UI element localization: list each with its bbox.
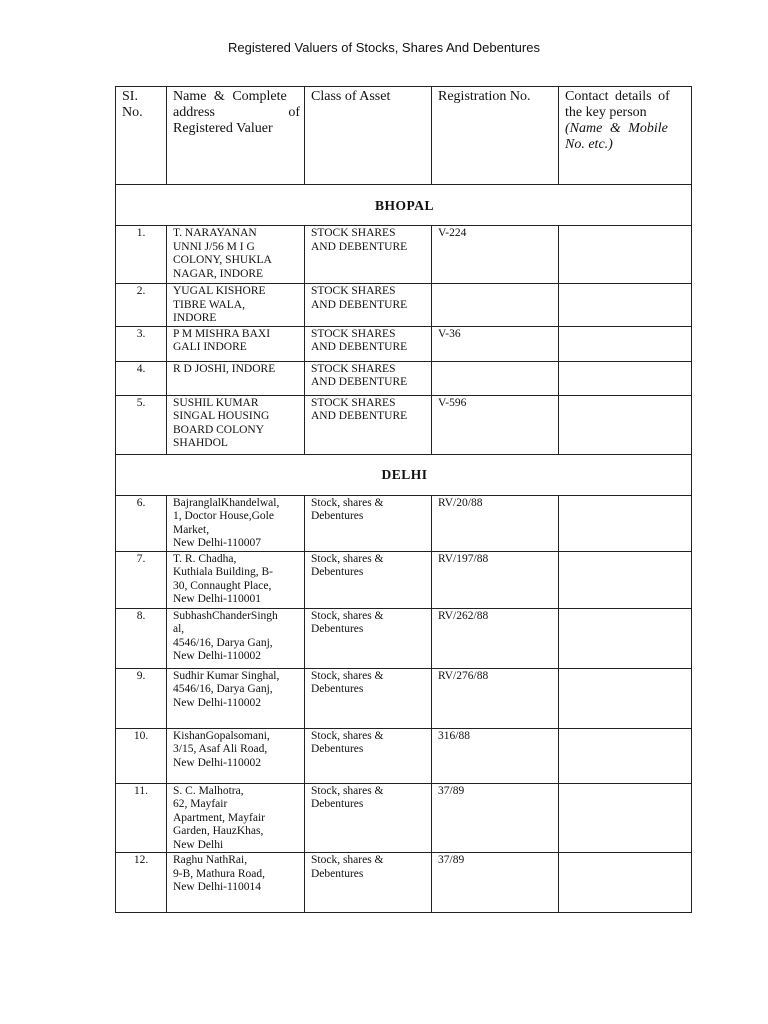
header-class-of-asset: Class of Asset [305,87,432,185]
name-line: New Delhi-110002 [173,650,262,662]
name-line: Raghu NathRai, [173,854,248,866]
name-line: New Delhi-110001 [173,593,262,605]
name-line: NAGAR, INDORE [173,267,264,280]
name-line: Apartment, Mayfair [173,811,265,824]
asset-line: STOCK SHARES [311,396,396,409]
name-line: New Delhi-110007 [173,537,262,549]
table-row [116,495,692,551]
asset-line: Debentures [311,510,364,522]
table-row [116,284,692,327]
header-name-word: of [288,105,300,120]
name-line: Market, [173,523,210,536]
name-line: 4546/16, Darya Ganj, [173,636,273,649]
name-line: 62, Mayfair [173,798,228,810]
name-line: New Delhi-110002 [173,756,262,769]
asset-line: Stock, shares & [311,609,384,622]
cell-contact-details [559,608,692,668]
table-row [116,395,692,454]
name-line: P M MISHRA BAXI [173,327,271,340]
name-line: 1, Doctor House,Gole [173,510,274,522]
cell-sl-no: 2. [116,284,167,327]
cell-registration-no: V-224 [432,226,559,284]
cell-registration-no: V-36 [432,326,559,361]
cell-contact-details [559,551,692,608]
cell-class-of-asset [305,226,432,284]
cell-name-address [167,608,305,668]
asset-line: Stock, shares & [311,669,384,682]
cell-name-address [167,226,305,284]
name-line: SHAHDOL [173,437,228,449]
name-line: 9-B, Mathura Road, [173,867,265,880]
cell-class-of-asset [305,668,432,728]
name-line: T. NARAYANAN [173,227,257,239]
cell-sl-no: 3. [116,326,167,361]
asset-line: Debentures [311,683,364,695]
cell-name-address [167,361,305,395]
asset-line: AND DEBENTURE [311,410,408,422]
cell-class-of-asset [305,728,432,783]
name-line: Garden, HauzKhas, [173,825,264,837]
name-line: 4546/16, Darya Ganj, [173,683,273,695]
asset-line: Stock, shares & [311,784,384,797]
cell-name-address [167,551,305,608]
table-row [116,226,692,284]
cell-registration-no [432,361,559,395]
asset-line: AND DEBENTURE [311,298,408,311]
table-row [116,668,692,728]
cell-sl-no: 1. [116,226,167,284]
cell-registration-no: RV/276/88 [432,668,559,728]
cell-registration-no [432,284,559,327]
name-line: Kuthiala Building, B- [173,566,273,578]
cell-contact-details [559,226,692,284]
cell-class-of-asset [305,361,432,395]
header-name-line-2 [173,105,300,121]
asset-line: Debentures [311,743,364,755]
asset-line: AND DEBENTURE [311,240,408,253]
cell-sl-no: 10. [116,728,167,783]
cell-contact-details [559,395,692,454]
cell-name-address [167,783,305,853]
name-line: BajranglalKhandelwal, [173,496,280,509]
cell-name-address [167,395,305,454]
table-row [116,853,692,913]
header-contact-details: Contact details of the key person (Name & Mobile No. etc.) [559,87,692,185]
document-title: Registered Valuers of Stocks, Shares And Debentures [228,40,540,55]
name-line: GALI INDORE [173,341,247,353]
asset-line: Debentures [311,867,364,880]
name-line: TIBRE WALA, [173,298,245,311]
cell-registration-no: 316/88 [432,728,559,783]
name-line: COLONY, SHUKLA [173,254,272,266]
asset-line: AND DEBENTURE [311,376,408,388]
name-line: SubhashChanderSingh [173,609,278,622]
name-line: YUGAL KISHORE [173,285,266,297]
table-row [116,728,692,783]
cell-sl-no: 8. [116,608,167,668]
section-heading: BHOPAL [116,185,692,226]
section-row [116,454,692,495]
cell-contact-details [559,783,692,853]
name-line: KishanGopalsomani, [173,729,270,742]
cell-sl-no: 9. [116,668,167,728]
section-row [116,185,692,226]
asset-line: Stock, shares & [311,552,384,565]
name-line: 3/15, Asaf Ali Road, [173,743,268,755]
cell-name-address [167,284,305,327]
name-line: SUSHIL KUMAR [173,396,259,409]
table-row [116,783,692,853]
asset-line: Stock, shares & [311,854,384,866]
cell-contact-details [559,361,692,395]
asset-line: STOCK SHARES [311,285,396,297]
cell-class-of-asset [305,395,432,454]
name-line: INDORE [173,312,217,324]
cell-contact-details [559,728,692,783]
cell-class-of-asset [305,495,432,551]
table-body [116,185,692,913]
table-row [116,361,692,395]
asset-line: STOCK SHARES [311,327,396,340]
name-line: S. C. Malhotra, [173,784,244,797]
cell-name-address [167,853,305,913]
name-line: UNNI J/56 M I G [173,240,255,253]
header-sl-no: SI. No. [116,87,167,185]
table-row [116,551,692,608]
name-line: R D JOSHI, INDORE [173,362,276,375]
name-line: Sudhir Kumar Singhal, [173,669,280,682]
cell-sl-no: 5. [116,395,167,454]
asset-line: Debentures [311,798,364,810]
asset-line: STOCK SHARES [311,227,396,239]
section-heading: DELHI [116,454,692,495]
asset-line: STOCK SHARES [311,362,396,375]
cell-sl-no: 11. [116,783,167,853]
cell-name-address [167,728,305,783]
cell-registration-no: V-596 [432,395,559,454]
name-line: al, [173,623,185,635]
table-row [116,608,692,668]
header-row [116,87,692,185]
cell-contact-details [559,495,692,551]
name-line: BOARD COLONY [173,423,265,436]
cell-class-of-asset [305,551,432,608]
header-name-address: Name & Complete address of Registered Valuer [167,87,305,185]
cell-registration-no: RV/20/88 [432,495,559,551]
cell-class-of-asset [305,326,432,361]
cell-class-of-asset [305,608,432,668]
cell-contact-details [559,284,692,327]
asset-line: Stock, shares & [311,496,384,509]
cell-name-address [167,668,305,728]
asset-line: Stock, shares & [311,729,384,742]
header-name-word: address [173,105,215,120]
header-registration-no: Registration No. [432,87,559,185]
cell-sl-no: 6. [116,495,167,551]
name-line: 30, Connaught Place, [173,579,272,592]
cell-registration-no: 37/89 [432,783,559,853]
name-line: SINGAL HOUSING [173,410,270,422]
cell-name-address [167,495,305,551]
asset-line: Debentures [311,566,364,578]
name-line: New Delhi [173,838,224,851]
cell-registration-no: RV/197/88 [432,551,559,608]
cell-contact-details [559,853,692,913]
asset-line: AND DEBENTURE [311,341,408,353]
cell-class-of-asset [305,853,432,913]
cell-registration-no: 37/89 [432,853,559,913]
cell-sl-no: 12. [116,853,167,913]
cell-contact-details [559,326,692,361]
cell-sl-no: 4. [116,361,167,395]
name-line: T. R. Chadha, [173,552,237,565]
name-line: New Delhi-110014 [173,881,262,893]
cell-registration-no: RV/262/88 [432,608,559,668]
cell-class-of-asset [305,284,432,327]
cell-contact-details [559,668,692,728]
valuers-table [115,86,692,913]
name-line: New Delhi-110002 [173,696,262,709]
cell-name-address [167,326,305,361]
cell-sl-no: 7. [116,551,167,608]
table-row [116,326,692,361]
asset-line: Debentures [311,623,364,635]
cell-class-of-asset [305,783,432,853]
